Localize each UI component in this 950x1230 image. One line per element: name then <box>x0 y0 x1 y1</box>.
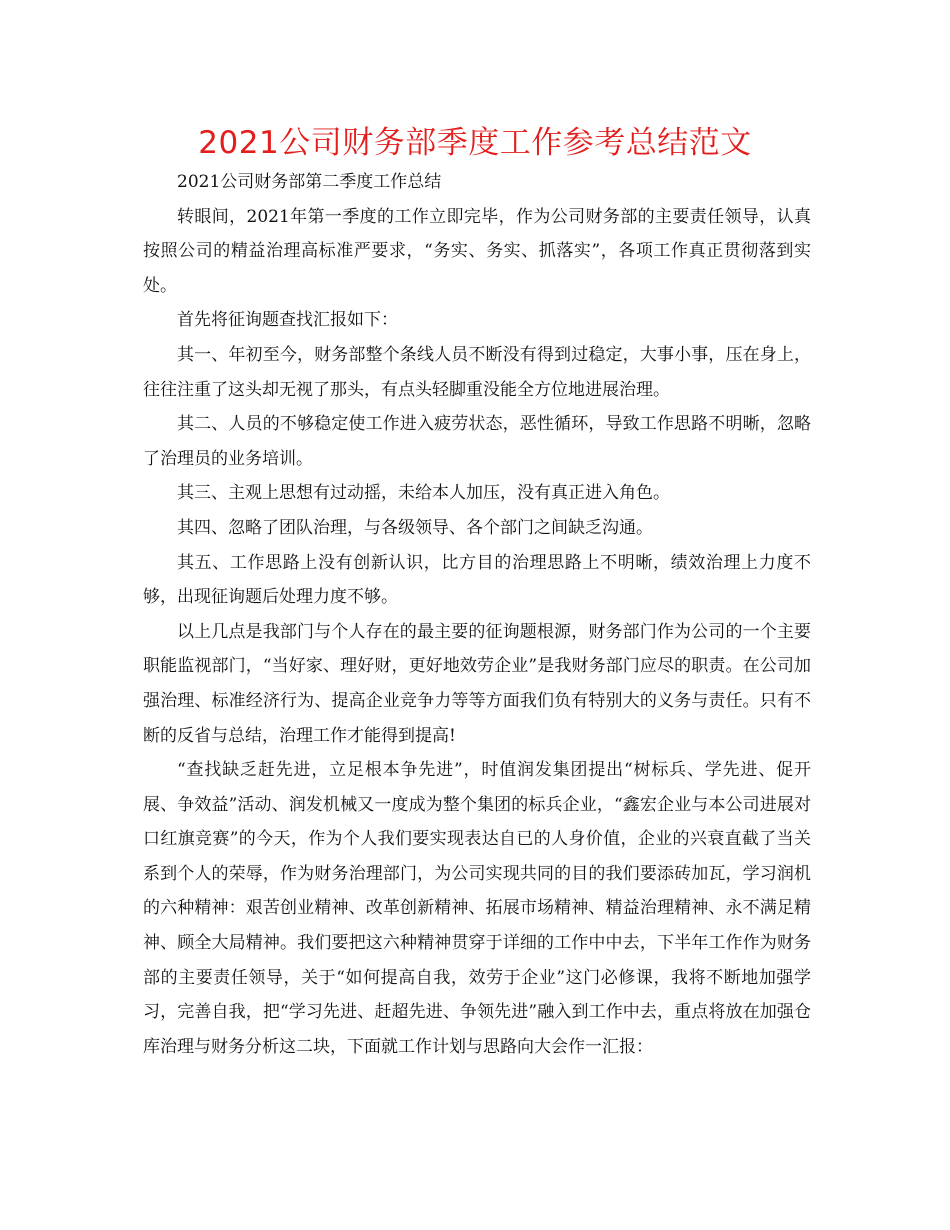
paragraph-summary: 以上几点是我部门与个人存在的最主要的征询题根源，财务部门作为公司的一个主要职能监视部门，“当好家、理好财，更好地效劳企业”是我财务部门应尽的职责。在公司加强治理、标准经济行为、提高企业竞争力等等方面我们负有特别大的义务与责任。只有不断的反省与总结，治理工作才能得到提高! <box>143 621 811 746</box>
paragraph-subtitle: 2021公司财务部第二季度工作总结 <box>177 172 442 192</box>
paragraph-problem-3: 其三、主观上思想有过动摇，未给本人加压，没有真正进入角色。 <box>177 483 670 504</box>
paragraph-plan: “查找缺乏赶先进，立足根本争先进”，时值润发集团提出“树标兵、学先进、促开展、争效益”活动、润发机械又一度成为整个集团的标兵企业，“鑫宏企业与本公司进展对口红旗竞赛”的今天，作为个人我们要实现表达自已的人身价值，企业的兴衰直截了当关系到个人的荣辱，作为财务治理部门，为公司实现共同的目的我们要添砖加瓦，学习润机的六种精神：艰苦创业精神、改革创新精神、拓展市场精神、精益治理精神、永不满足精神、顾全大局精神。我们要把这六种精神贯穿于详细的工作中中去，下半年工作作为财务部的主要责任领导，关于“如何提高自我，效劳于企业”这门必修课，我将不断地加强学习，完善自我，把“学习先进、赶超先进、争领先进”融入到工作中去，重点将放在加强仓库治理与财务分析这二块，下面就工作计划与思路向大会作一汇报： <box>143 760 811 1057</box>
paragraph-problems-lead: 首先将征询题查找汇报如下： <box>177 310 398 331</box>
paragraph-problem-2: 其二、人员的不够稳定使工作进入疲劳状态，恶性循环，导致工作思路不明晰，忽略了治理员的业务培训。 <box>143 414 811 469</box>
document-title: 2021公司财务部季度工作参考总结范文 <box>198 125 752 161</box>
paragraph-intro: 转眼间，2021年第一季度的工作立即完毕，作为公司财务部的主要责任领导，认真按照公司的精益治理高标准严要求，“务实、务实、抓落实”，各项工作真正贯彻落到实处。 <box>143 206 811 296</box>
document-body <box>143 165 811 1064</box>
paragraph-problem-4: 其四、忽略了团队治理，与各级领导、各个部门之间缺乏沟通。 <box>177 517 653 538</box>
paragraph-problem-1: 其一、年初至今，财务部整个条线人员不断没有得到过稳定，大事小事，压在身上，往往注重了这头却无视了那头，有点头轻脚重没能全方位地进展治理。 <box>143 344 811 400</box>
paragraph-problem-5: 其五、工作思路上没有创新认识，比方目的治理思路上不明晰，绩效治理上力度不够，出现征询题后处理力度不够。 <box>143 552 811 608</box>
